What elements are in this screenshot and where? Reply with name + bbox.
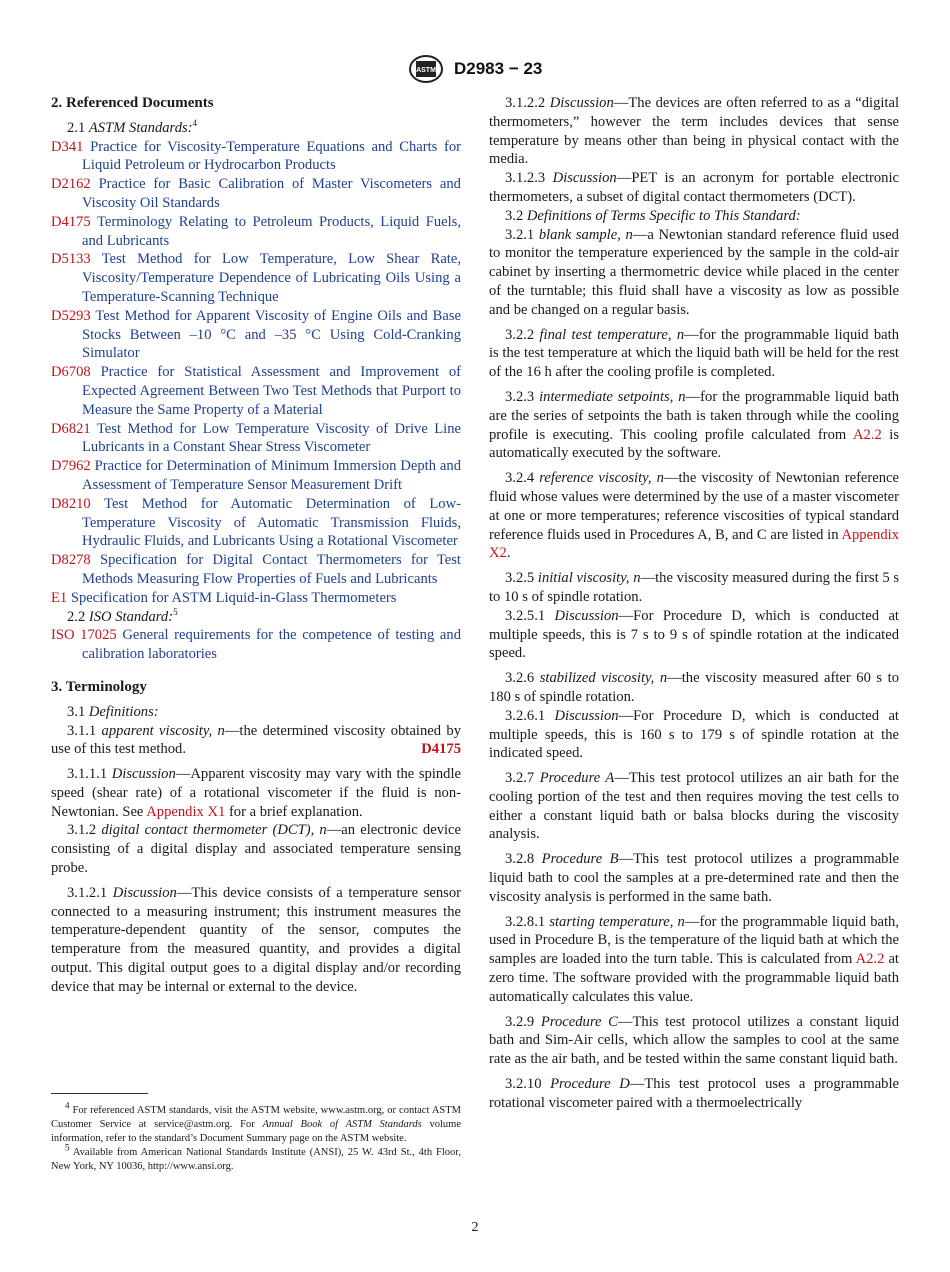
reference-item[interactable]: D5133 Test Method for Low Temperature, Low Shear Rate, Viscosity/Temperature Dependence of Lubricating Oils Using a Temperature-Scanning Technique [51,251,461,305]
para-3-2-6: 3.2.6 stabilized viscosity, n—the viscosity measured after 60 s to 180 s of spindle rotation. [489,670,899,705]
para-3-2-6-1: 3.2.6.1 Discussion—For Procedure D, which is conducted at multiple speeds, this is 160 s to 179 s of spindle rotation at the indicated speed. [489,707,899,762]
para-3-2-4: 3.2.4 reference viscosity, n—the viscosity of Newtonian reference fluid whose values were determined by the use of a master viscometer at one or more temperatures; reference viscosities of typical standard reference fluids used in Procedures A, B, and C are listed in Appendix X2. [489,470,899,562]
para-3-1-2-1: 3.1.2.1 Discussion—This device consists of a temperature sensor connected to a measuring instrument; this instrument measures the temperature-dependent quantity of the sensor, computes the temperature from the measured quantity, and provides a digital output. This digital output goes to a digital display and/or recording device that may be internal or external to the device. [51,884,462,995]
right-column [489,94,899,1113]
para-3-1-1: 3.1.1 apparent viscosity, n—the determined viscosity obtained by use of this test method. D4175 [51,722,461,758]
footnotes [51,1100,461,1174]
astm-logo-icon [408,55,444,83]
iso-standard-label: 2.2 ISO Standard:$^5$ [67,606,178,625]
para-3-1-2-2: 3.1.2.2 Discussion—The devices are often referred to as a “digital thermometers,” however the term includes devices that sense temperature by means other than being in physical contact with the media. [489,95,900,168]
reference-item-iso[interactable]: ISO 17025 General requirements for the competence of testing and calibration laboratories [51,627,462,663]
para-3-2-8: 3.2.8 Procedure B—This test protocol utilizes a programmable liquid bath to cool the samples at a pre-determined rate and then the viscosity analysis is performed in the same bath. [489,851,900,905]
reference-item[interactable]: D341 Practice for Viscosity-Temperature Equations and Charts for Liquid Petroleum or Hydrocarbon Products [51,138,461,174]
para-3-2-5-1: 3.2.5.1 Discussion—For Procedure D, which is conducted at multiple speeds, this is 7 s to 9 s of spindle rotation at the indicated speed. [489,607,899,662]
a2-2-link[interactable]: A2.2 [852,426,882,443]
para-3-2-1: 3.2.1 blank sample, n—a Newtonian standard reference fluid used to monitor the temperature experienced by the sample in the cold-air cabinet by inserting a thermometric device while placed in the center of the turntable; this fluid shall have a viscosity as low as possible and be changed on a regular basis. [489,226,899,318]
appendix-x1-link[interactable]: Appendix X1 [146,803,226,820]
svg-text:ASTM: ASTM [416,67,436,74]
a2-2-link-2[interactable]: A2.2 [855,951,885,968]
para-3-2-2: 3.2.2 final test temperature, n—for the programmable liquid bath is the test temperature at which the liquid bath will be held for the rest of the 16 h after the cooling profile is completed. [489,326,900,381]
d4175-link[interactable]: D4175 [421,741,461,758]
reference-item[interactable]: D8278 Specification for Digital Contact Thermometers for Test Methods Measuring Flow Properties of Fuels and Lubricants [51,552,461,587]
page-header [0,55,950,85]
para-3-2-7: 3.2.7 Procedure A—This test protocol utilizes an air bath for the cooling portion of the test and then requires moving the test cells to either a constant liquid bath or balsa blocks during the viscosity analysis. [489,770,899,843]
appendix-x2-link[interactable]: Appendix X2 [489,526,899,562]
para-3-2-10: 3.2.10 Procedure D—This test protocol uses a programmable rotational viscometer paired with a thermoelectrically [489,1076,900,1111]
section-3-heading: 3. Terminology [51,678,147,695]
para-3-2-9: 3.2.9 Procedure C—This test protocol utilizes a constant liquid bath and Sim-Air cells, which allow the samples to cool at the same rate as the air bath, and be tested within the same constant liquid bath. [489,1013,899,1068]
para-3-2-8-1: 3.2.8.1 starting temperature, n—for the programmable liquid bath, used in Procedure B, is the temperature of the liquid bath at which the samples are loaded into the turn table. This is calculated from A2.2 at zero time. The software provided with the programmable liquid bath automatically calculates this value. [489,913,899,1005]
document-number: D2983 − 23 [454,59,543,78]
left-column [51,94,461,997]
footnote-divider [51,1093,148,1094]
reference-item[interactable]: D4175 Terminology Relating to Petroleum Products, Liquid Fuels, and Lubricants [51,213,462,249]
para-3-1-1-1: 3.1.1.1 Discussion—Apparent viscosity may vary with the spindle speed (shear rate) of a rotational viscometer if the fluid is non-Newtonian. See Appendix X1 for a brief explanation. [51,766,462,820]
reference-item[interactable]: D2162 Practice for Basic Calibration of Master Viscometers and Viscosity Oil Standards [51,176,461,211]
page-number: 2 [471,1220,479,1235]
reference-item[interactable]: D5293 Test Method for Apparent Viscosity of Engine Oils and Base Stocks Between –10 °C and –35 °C Using Cold-Cranking Simulator [51,307,461,362]
para-3-1-2: 3.1.2 digital contact thermometer (DCT), n—an electronic device consisting of a digital display and associated temperature sensing probe. [51,822,461,877]
para-3-1: 3.1 Definitions: [67,703,159,720]
reference-item[interactable]: E1 Specification for ASTM Liquid-in-Glass Thermometers [51,589,397,606]
astm-standards-label: 2.1 ASTM Standards:$^4$ [67,117,198,136]
reference-item[interactable]: D6821 Test Method for Low Temperature Viscosity of Drive Line Lubricants in a Constant Shear Stress Viscometer [51,420,461,456]
para-3-2-3: 3.2.3 intermediate setpoints, n—for the programmable liquid bath are the series of setpoints the bath is taken through while the cooling profile is executing. This cooling profile calculated from A2.2 is automatically executed by the software. [489,388,900,462]
reference-item[interactable]: D7962 Practice for Determination of Minimum Immersion Depth and Assessment of Temperature Sensor Measurement Drift [51,458,461,493]
reference-item[interactable]: D6708 Practice for Statistical Assessment and Improvement of Expected Agreement Between Two Test Methods that Purport to Measure the Same Property of a Material [51,364,461,418]
para-3-2-5: 3.2.5 initial viscosity, n—the viscosity measured during the first 5 s to 10 s of spindle rotation. [489,570,899,605]
section-2-heading: 2. Referenced Documents [51,95,214,111]
para-3-2: 3.2 Definitions of Terms Specific to This Standard: [505,207,801,224]
reference-item[interactable]: D8210 Test Method for Automatic Determination of Low-Temperature Viscosity of Automatic Transmission Fluids, Hydraulic Fluids, and Lubricants Using a Rotational Viscometer [51,495,461,550]
footnote-4: $^4$ For referenced ASTM standards, visit the ASTM website, www.astm.org, or contact ASTM Customer Service at service@astm.org. For Annual Book of ASTM Standards volume information, refer to the standard’s Document Summary page on the ASTM website. [51,1100,461,1144]
footnote-5: $^5$ Available from American National Standards Institute (ANSI), 25 W. 43rd St., 4th Floor, New York, NY 10036, http://www.ansi.org. [51,1142,461,1172]
para-3-1-2-3: 3.1.2.3 Discussion—PET is an acronym for portable electronic thermometers, a subset of digital contact thermometers (DCT). [489,170,900,205]
